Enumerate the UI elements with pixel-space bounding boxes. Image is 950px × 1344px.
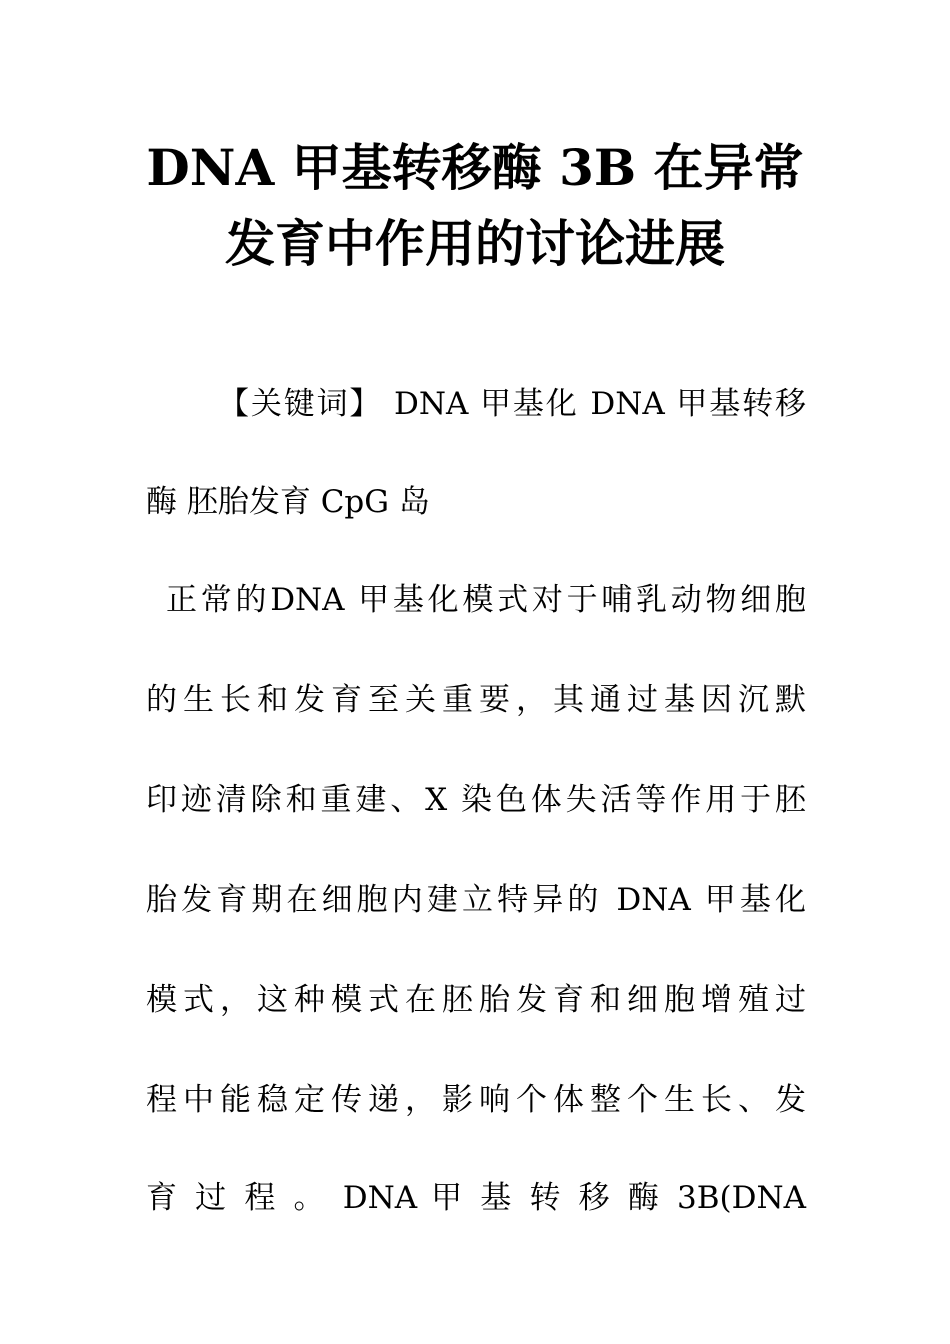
body-line: 胎发育期在细胞内建立特异的 DNA 甲基化 xyxy=(146,882,806,918)
body-line: 模式，这种模式在胚胎发育和细胞增殖过 xyxy=(146,982,806,1018)
title-line-1: DNA 甲基转移酶 3B 在异常 xyxy=(146,138,804,197)
keywords-line: 【关键词】 DNA 甲基化 DNA 甲基转移 xyxy=(218,386,806,422)
title-line-2: 发育中作用的讨论进展 xyxy=(225,214,725,273)
keywords-line-2: 酶 胚胎发育 CpG 岛 xyxy=(146,484,430,520)
body-line: 印迹清除和重建、X 染色体失活等作用于胚 xyxy=(146,782,806,818)
body-line: 程中能稳定传递，影响个体整个生长、发 xyxy=(146,1082,806,1118)
body-line: 育 过 程 。 DNA 甲 基 转 移 酶 3B(DNA xyxy=(146,1180,806,1216)
body-line: 正常的DNA 甲基化模式对于哺乳动物细胞 xyxy=(166,582,806,618)
body-line: 的生长和发育至关重要，其通过基因沉默 xyxy=(146,682,806,718)
